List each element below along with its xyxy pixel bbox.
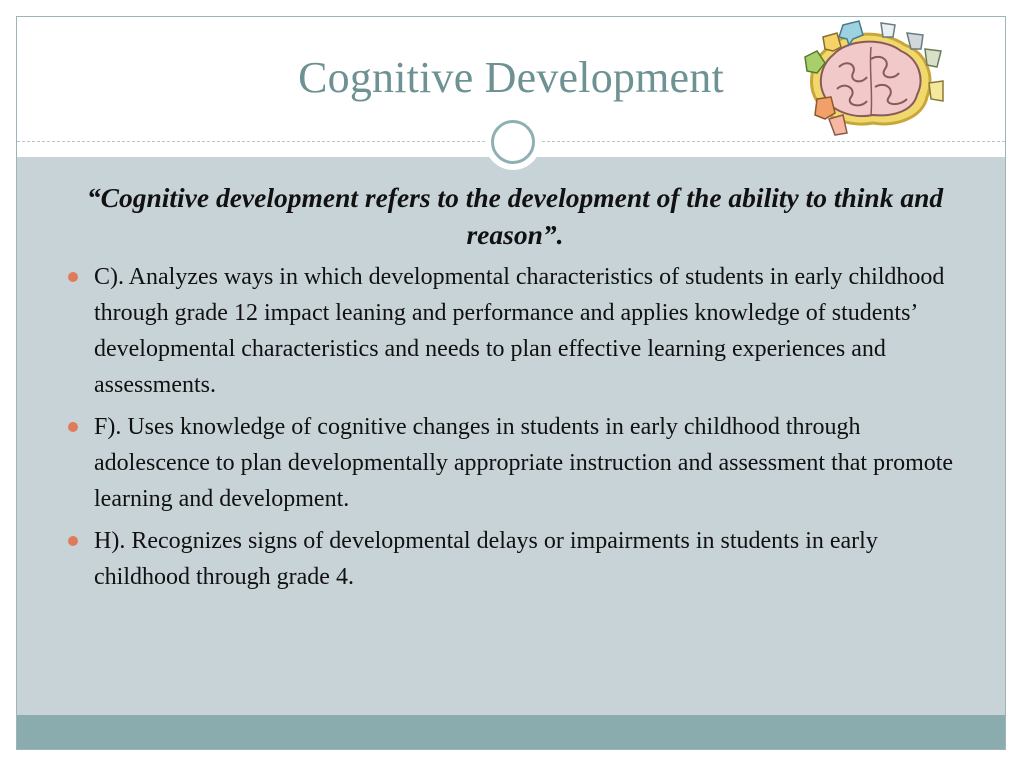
bullet-dot-icon: [68, 422, 78, 432]
bullet-text: H). Recognizes signs of developmental delays or impairments in students in early childhood through grade 4.: [94, 528, 878, 590]
bullet-item: [65, 259, 965, 403]
slide-content: [65, 179, 965, 601]
bullet-text: C). Analyzes ways in which developmental characteristics of students in early childhood through grade 12 impact leaning and performance and applies knowledge of students’ developmental characteristics and needs to plan effective learning experiences and assessments.: [94, 264, 945, 398]
slide: [16, 16, 1006, 750]
bullet-dot-icon: [68, 536, 78, 546]
definition-quote: “Cognitive development refers to the development of the ability to think and reason”.: [86, 182, 944, 250]
bullet-dot-icon: [68, 272, 78, 282]
slide-title: Cognitive Development: [298, 53, 724, 102]
bullet-item: [65, 523, 965, 595]
bullet-text: F). Uses knowledge of cognitive changes in students in early childhood through adolescence to plan developmentally appropriate instruction and assessment that promote learning and development.: [94, 414, 954, 512]
bullet-list: [65, 259, 965, 595]
ring-ornament-icon: [485, 114, 541, 170]
ring-ornament-inner: [491, 120, 535, 164]
brain-with-speech-bubbles-icon: [787, 19, 947, 137]
bullet-item: [65, 409, 965, 517]
footer-bar: [17, 715, 1005, 749]
